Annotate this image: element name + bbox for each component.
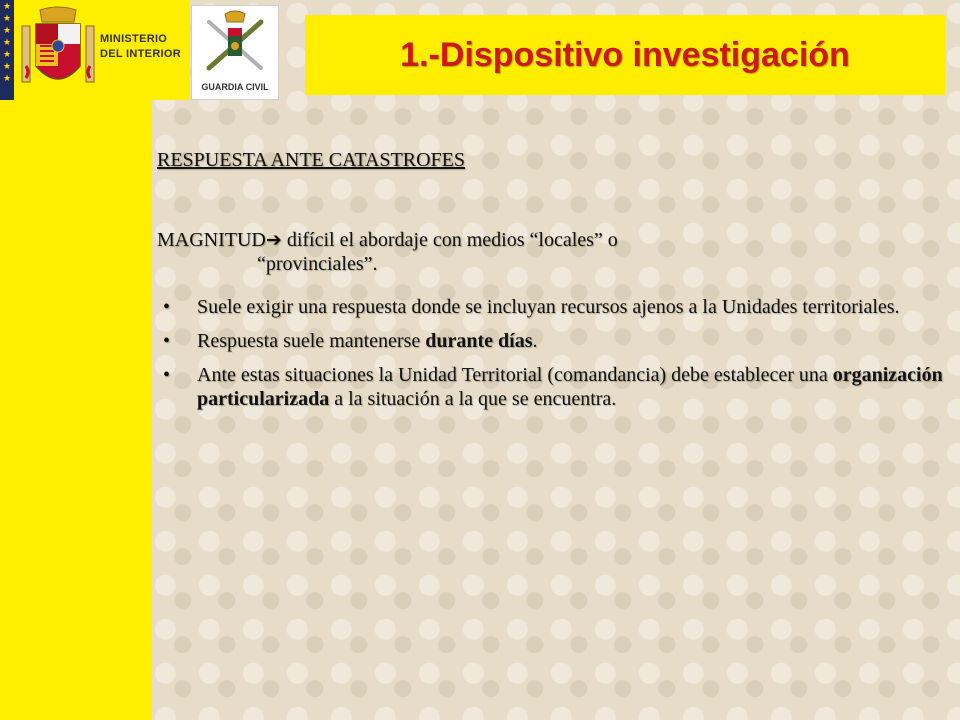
bullet-text: Suele exigir una respuesta donde se incluyan recursos ajenos a la Unidades territoriales. bbox=[197, 296, 900, 318]
page-title: 1.-Dispositivo investigación bbox=[400, 35, 850, 74]
ministerio-logo bbox=[0, 0, 190, 100]
magnitud-label: MAGNITUD bbox=[157, 229, 266, 251]
guardia-civil-logo bbox=[191, 5, 279, 100]
bullet-bold-text: durante días bbox=[425, 330, 533, 352]
list-item bbox=[157, 363, 947, 411]
magnitud-text: difícil el abordaje con medios “locales” o bbox=[281, 229, 618, 251]
sidebar bbox=[0, 0, 152, 720]
ministerio-line1: MINISTERIO bbox=[100, 33, 168, 45]
arrow-right-icon: ➔ bbox=[265, 229, 282, 251]
bullet-icon: • bbox=[163, 296, 171, 318]
ministerio-text bbox=[100, 32, 181, 62]
bullet-bold-text: organización particularizada bbox=[197, 364, 943, 410]
magnitud-paragraph bbox=[157, 228, 947, 276]
star-icon: ★ bbox=[2, 1, 12, 11]
list-item bbox=[157, 329, 947, 353]
star-icon: ★ bbox=[2, 13, 12, 23]
bullet-icon: • bbox=[163, 330, 171, 352]
bullet-text: Respuesta suele mantenerse bbox=[197, 330, 426, 352]
guardia-civil-label: GUARDIA CIVIL bbox=[201, 82, 269, 92]
eu-flag-strip bbox=[0, 0, 14, 100]
bullet-text: Ante estas situaciones la Unidad Territorial (comandancia) debe establecer una bbox=[197, 364, 833, 386]
star-icon: ★ bbox=[2, 37, 12, 47]
bullet-text: a la situación a la que se encuentra. bbox=[329, 388, 617, 410]
section-heading: RESPUESTA ANTE CATASTROFES bbox=[157, 149, 465, 171]
bullet-icon: • bbox=[163, 364, 171, 386]
magnitud-continuation: “provinciales”. bbox=[257, 253, 378, 275]
guardia-civil-emblem-icon bbox=[199, 10, 271, 76]
title-banner bbox=[305, 15, 945, 95]
star-icon: ★ bbox=[2, 49, 12, 59]
star-icon: ★ bbox=[2, 61, 12, 71]
star-icon: ★ bbox=[2, 73, 12, 83]
star-icon: ★ bbox=[2, 25, 12, 35]
spain-coat-of-arms-icon bbox=[18, 6, 98, 96]
bullet-text: . bbox=[532, 330, 538, 352]
bullet-list bbox=[157, 295, 947, 421]
list-item bbox=[157, 295, 947, 319]
ministerio-line2: DEL INTERIOR bbox=[100, 48, 182, 60]
